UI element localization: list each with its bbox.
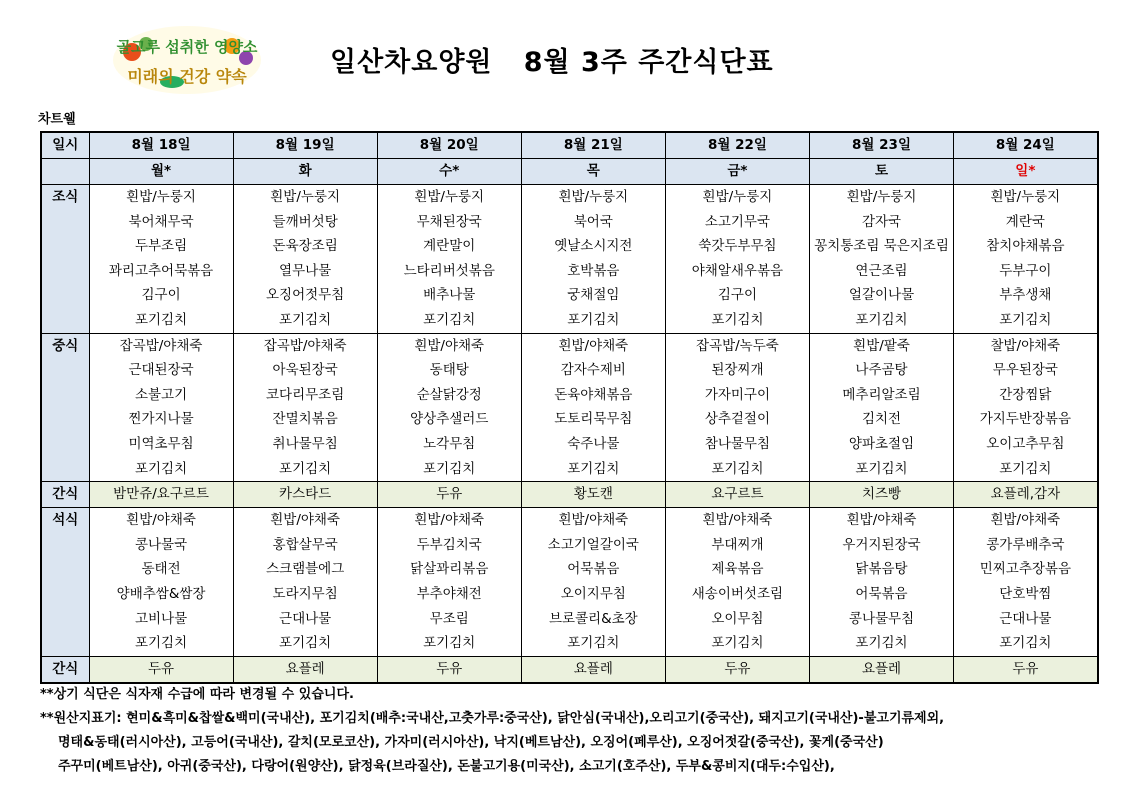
menu-item: 흰밥/야채죽 bbox=[702, 512, 773, 529]
snack-cell: 두유 bbox=[377, 656, 521, 683]
day-cell-sunday: 일* bbox=[954, 159, 1098, 185]
meal-label-lunch: 중식 bbox=[41, 333, 89, 482]
menu-item: 포기김치 bbox=[855, 460, 908, 477]
menu-item: 흰밥/야채죽 bbox=[558, 337, 629, 354]
menu-item: 꽈리고추어묵볶음 bbox=[108, 262, 214, 279]
menu-item: 도토리묵무침 bbox=[554, 411, 633, 428]
menu-item: 포기김치 bbox=[423, 311, 476, 328]
menu-item: 간장찜닭 bbox=[999, 386, 1052, 403]
day-cell: 토 bbox=[809, 159, 953, 185]
date-header-row bbox=[41, 132, 1098, 159]
menu-item: 두부구이 bbox=[999, 262, 1052, 279]
menu-item: 민찌고추장볶음 bbox=[979, 561, 1071, 578]
menu-item: 흰밥/야채죽 bbox=[414, 512, 485, 529]
menu-item: 동태탕 bbox=[429, 362, 469, 379]
menu-item: 콩나물국 bbox=[134, 536, 188, 553]
facility-label: 차트웰 bbox=[38, 112, 76, 127]
menu-item: 쑥갓두부무침 bbox=[698, 238, 777, 255]
logo-line1: 골고루 섭취한 영양소 bbox=[116, 38, 258, 56]
menu-item: 흰밥/누룽지 bbox=[702, 189, 773, 205]
menu-cell bbox=[521, 508, 665, 657]
menu-item: 얼갈이나물 bbox=[848, 287, 915, 304]
menu-item: 근대된장국 bbox=[128, 362, 194, 379]
menu-item: 포기김치 bbox=[999, 311, 1052, 328]
menu-item: 흰밥/야채죽 bbox=[990, 512, 1061, 529]
menu-item: 어묵볶음 bbox=[567, 561, 620, 578]
menu-cell bbox=[377, 508, 521, 657]
menu-item: 잡곡밥/야채죽 bbox=[263, 337, 347, 354]
menu-item: 참치야채볶음 bbox=[986, 238, 1065, 255]
menu-cell bbox=[954, 185, 1098, 334]
snack-cell: 요플레 bbox=[521, 656, 665, 683]
date-cell: 8월 20일 bbox=[377, 132, 521, 159]
menu-item: 브로콜리&초장 bbox=[548, 610, 638, 627]
snack-cell: 밤만쥬/요구르트 bbox=[89, 482, 233, 508]
menu-item: 찐가지나물 bbox=[128, 411, 194, 428]
menu-item: 포기김치 bbox=[567, 635, 620, 652]
meal-label-snack: 간식 bbox=[41, 656, 89, 683]
menu-item: 흰밥/누룽지 bbox=[414, 189, 485, 205]
menu-item: 포기김치 bbox=[711, 635, 764, 652]
menu-item: 포기김치 bbox=[279, 635, 332, 652]
snack-cell: 두유 bbox=[665, 656, 809, 683]
menu-item: 김치전 bbox=[861, 411, 902, 428]
menu-cell bbox=[809, 185, 953, 334]
menu-item: 가자미구이 bbox=[704, 386, 771, 403]
snack-cell: 카스타드 bbox=[233, 482, 377, 508]
snack-cell: 요플레,감자 bbox=[954, 482, 1098, 508]
menu-item: 부추야채전 bbox=[416, 585, 482, 602]
menu-item: 북어채무국 bbox=[128, 213, 194, 230]
menu-item: 흰밥/누룽지 bbox=[270, 189, 341, 205]
day-cell: 목 bbox=[521, 159, 665, 185]
menu-item: 돈육야채볶음 bbox=[554, 386, 633, 403]
breakfast-row bbox=[41, 185, 1098, 334]
menu-item: 도라지무침 bbox=[272, 585, 338, 602]
menu-item: 감자수제비 bbox=[560, 362, 626, 379]
snack-cell: 두유 bbox=[377, 482, 521, 508]
menu-item: 김구이 bbox=[141, 287, 181, 304]
menu-cell bbox=[233, 508, 377, 657]
menu-item: 꽁치통조림 묵은지조림 bbox=[814, 238, 949, 255]
snack-row-1 bbox=[41, 482, 1098, 508]
menu-item: 오이지무침 bbox=[560, 585, 626, 602]
menu-cell bbox=[809, 333, 953, 482]
menu-item: 미역초무침 bbox=[128, 435, 194, 452]
snack-cell: 치즈빵 bbox=[809, 482, 953, 508]
menu-item: 흰밥/야채죽 bbox=[270, 512, 341, 529]
menu-cell bbox=[665, 508, 809, 657]
menu-cell bbox=[521, 185, 665, 334]
menu-item: 흰밥/누룽지 bbox=[126, 189, 196, 205]
menu-item: 야채알새우볶음 bbox=[691, 262, 784, 279]
menu-item: 돈육장조림 bbox=[272, 238, 338, 255]
menu-item: 된장찌개 bbox=[711, 362, 764, 379]
menu-item: 상추겉절이 bbox=[704, 411, 771, 428]
menu-item: 흰밥/야채죽 bbox=[414, 337, 485, 354]
snack-cell: 요구르트 bbox=[665, 482, 809, 508]
menu-item: 단호박찜 bbox=[999, 585, 1052, 602]
day-cell: 월* bbox=[89, 159, 233, 185]
notes-line: **원산지표기: 현미&흑미&찹쌀&백미(국내산), 포기김치(배추:국내산,고춧가루:중국산), 닭안심(국내산),오리고기(중국산), 돼지고기(국내산)-불고기류제외, bbox=[40, 711, 945, 726]
notes bbox=[40, 683, 944, 779]
menu-cell bbox=[954, 333, 1098, 482]
day-header-row bbox=[41, 159, 1098, 185]
notes-line: 명태&동태(러시아산), 고등어(국내산), 갈치(모로코산), 가자미(러시아산), 낙지(베트남산), 오징어(페루산), 오징어젓갈(중국산), 꽃게(중국산) bbox=[58, 735, 884, 750]
menu-cell bbox=[233, 333, 377, 482]
day-cell: 화 bbox=[233, 159, 377, 185]
menu-item: 찰밥/야채죽 bbox=[990, 337, 1061, 354]
menu-item: 오이고추무침 bbox=[986, 435, 1065, 452]
snack-row-2 bbox=[41, 656, 1098, 683]
menu-item: 옛날소시지전 bbox=[554, 238, 633, 255]
menu-cell bbox=[665, 333, 809, 482]
menu-cell bbox=[89, 508, 233, 657]
menu-item: 포기김치 bbox=[711, 460, 764, 477]
menu-item: 흰밥/야채죽 bbox=[558, 512, 629, 529]
menu-item: 포기김치 bbox=[855, 635, 908, 652]
menu-item: 아욱된장국 bbox=[272, 362, 338, 379]
snack-cell: 두유 bbox=[89, 656, 233, 683]
menu-item: 소고기무국 bbox=[704, 213, 771, 230]
meal-label-breakfast: 조식 bbox=[41, 185, 89, 334]
menu-item: 가지두반장볶음 bbox=[979, 411, 1071, 428]
menu-cell bbox=[89, 185, 233, 334]
notes-line: 주꾸미(베트남산), 아귀(중국산), 다랑어(원양산), 닭정육(브라질산), 돈불고기용(미국산), 소고기(호주산), 두부&콩비지(대두:수입산), bbox=[58, 759, 835, 774]
date-cell: 8월 24일 bbox=[954, 132, 1098, 159]
menu-item: 참나물무침 bbox=[704, 435, 771, 452]
menu-item: 양파초절임 bbox=[848, 435, 915, 452]
menu-item: 순살닭강정 bbox=[416, 386, 482, 403]
menu-item: 포기김치 bbox=[855, 311, 908, 328]
lunch-row bbox=[41, 333, 1098, 482]
menu-item: 잡곡밥/야채죽 bbox=[119, 337, 203, 354]
weekly-menu-table bbox=[40, 131, 1099, 684]
menu-cell bbox=[521, 333, 665, 482]
menu-item: 어묵볶음 bbox=[855, 585, 908, 602]
menu-item: 계란국 bbox=[1005, 213, 1045, 230]
menu-cell bbox=[377, 185, 521, 334]
menu-item: 근대나물 bbox=[279, 610, 332, 627]
menu-item: 노각무침 bbox=[423, 435, 476, 452]
logo bbox=[112, 22, 262, 96]
menu-item: 동태전 bbox=[141, 561, 181, 578]
menu-item: 오이무침 bbox=[711, 610, 764, 627]
menu-item: 무조림 bbox=[429, 610, 469, 627]
menu-item: 콩가루배추국 bbox=[986, 536, 1065, 553]
menu-cell bbox=[809, 508, 953, 657]
page-title: 일산차요양원 8월 3주 주간식단표 bbox=[330, 47, 774, 78]
menu-item: 닭살꽈리볶음 bbox=[410, 561, 489, 578]
menu-item: 잔멸치볶음 bbox=[272, 411, 338, 428]
meal-label-dinner: 석식 bbox=[41, 508, 89, 657]
menu-item: 포기김치 bbox=[134, 311, 188, 328]
snack-cell: 요플레 bbox=[809, 656, 953, 683]
menu-item: 소고기얼갈이국 bbox=[547, 536, 639, 553]
menu-item: 닭볶음탕 bbox=[855, 561, 908, 578]
menu-item: 콩나물무침 bbox=[848, 610, 915, 627]
menu-item: 계란말이 bbox=[423, 238, 476, 255]
menu-item: 부대찌개 bbox=[711, 536, 764, 553]
menu-item: 포기김치 bbox=[567, 460, 620, 477]
meal-label-snack: 간식 bbox=[41, 482, 89, 508]
date-cell: 8월 23일 bbox=[809, 132, 953, 159]
menu-item: 부추생채 bbox=[999, 287, 1052, 304]
menu-item: 무우된장국 bbox=[992, 362, 1058, 379]
menu-cell bbox=[233, 185, 377, 334]
date-cell: 8월 19일 bbox=[233, 132, 377, 159]
menu-cell bbox=[89, 333, 233, 482]
menu-item: 흰밥/야채죽 bbox=[126, 512, 196, 529]
menu-item: 제육볶음 bbox=[711, 561, 764, 578]
menu-item: 포기김치 bbox=[423, 635, 476, 652]
menu-item: 열무나물 bbox=[279, 262, 332, 279]
day-cell: 금* bbox=[665, 159, 809, 185]
menu-item: 우거지된장국 bbox=[842, 536, 921, 553]
menu-item: 스크램블에그 bbox=[266, 561, 345, 578]
menu-item: 취나물무침 bbox=[272, 435, 338, 452]
corner-cell: 일시 bbox=[41, 132, 89, 159]
menu-item: 포기김치 bbox=[999, 635, 1052, 652]
menu-item: 양배추쌈&쌈장 bbox=[116, 585, 206, 602]
menu-item: 김구이 bbox=[717, 287, 757, 304]
menu-item: 흰밥/팥죽 bbox=[853, 337, 910, 354]
menu-item: 두부조림 bbox=[134, 238, 188, 255]
menu-cell bbox=[665, 185, 809, 334]
menu-item: 감자국 bbox=[861, 213, 902, 230]
menu-item: 흰밥/야채죽 bbox=[846, 512, 917, 529]
menu-item: 오징어젓무침 bbox=[266, 287, 345, 304]
menu-item: 나주곰탕 bbox=[855, 362, 908, 379]
menu-item: 양상추샐러드 bbox=[410, 411, 489, 428]
menu-item: 들깨버섯탕 bbox=[272, 213, 338, 230]
menu-item: 근대나물 bbox=[999, 610, 1052, 627]
menu-item: 포기김치 bbox=[134, 460, 188, 477]
menu-item: 연근조림 bbox=[855, 262, 908, 279]
menu-item: 흰밥/누룽지 bbox=[846, 189, 917, 205]
menu-item: 북어국 bbox=[573, 213, 613, 230]
date-cell: 8월 21일 bbox=[521, 132, 665, 159]
blank-cell bbox=[41, 159, 89, 185]
snack-cell: 두유 bbox=[954, 656, 1098, 683]
menu-item: 호박볶음 bbox=[567, 262, 620, 279]
logo-line2: 미래의 건강 약속 bbox=[127, 67, 247, 86]
snack-cell: 요플레 bbox=[233, 656, 377, 683]
menu-item: 포기김치 bbox=[567, 311, 620, 328]
menu-item: 궁채절임 bbox=[567, 287, 620, 304]
menu-item: 무채된장국 bbox=[416, 213, 482, 230]
menu-item: 흰밥/누룽지 bbox=[990, 189, 1061, 205]
menu-item: 포기김치 bbox=[279, 311, 332, 328]
menu-item: 잡곡밥/녹두죽 bbox=[696, 337, 779, 354]
notes-line: **상기 식단은 식자재 수급에 따라 변경될 수 있습니다. bbox=[40, 687, 354, 702]
menu-item: 메추리알조림 bbox=[842, 386, 921, 403]
day-cell: 수* bbox=[377, 159, 521, 185]
menu-item: 새송이버섯조림 bbox=[691, 585, 784, 602]
snack-cell: 황도캔 bbox=[521, 482, 665, 508]
menu-cell bbox=[377, 333, 521, 482]
menu-item: 배추나물 bbox=[423, 287, 476, 304]
dinner-row bbox=[41, 508, 1098, 657]
menu-item: 포기김치 bbox=[711, 311, 764, 328]
menu-item: 느타리버섯볶음 bbox=[403, 262, 495, 279]
menu-item: 흰밥/누룽지 bbox=[558, 189, 629, 205]
date-cell: 8월 18일 bbox=[89, 132, 233, 159]
menu-cell bbox=[954, 508, 1098, 657]
date-cell: 8월 22일 bbox=[665, 132, 809, 159]
menu-item: 두부김치국 bbox=[416, 536, 482, 553]
menu-item: 코다리무조림 bbox=[266, 386, 345, 403]
menu-item: 포기김치 bbox=[999, 460, 1052, 477]
menu-item: 포기김치 bbox=[423, 460, 476, 477]
menu-item: 고비나물 bbox=[134, 610, 188, 627]
menu-item: 숙주나물 bbox=[567, 435, 620, 452]
menu-item: 포기김치 bbox=[134, 635, 188, 652]
menu-item: 홍합살무국 bbox=[272, 536, 338, 553]
menu-item: 소불고기 bbox=[134, 386, 188, 403]
menu-item: 포기김치 bbox=[279, 460, 332, 477]
